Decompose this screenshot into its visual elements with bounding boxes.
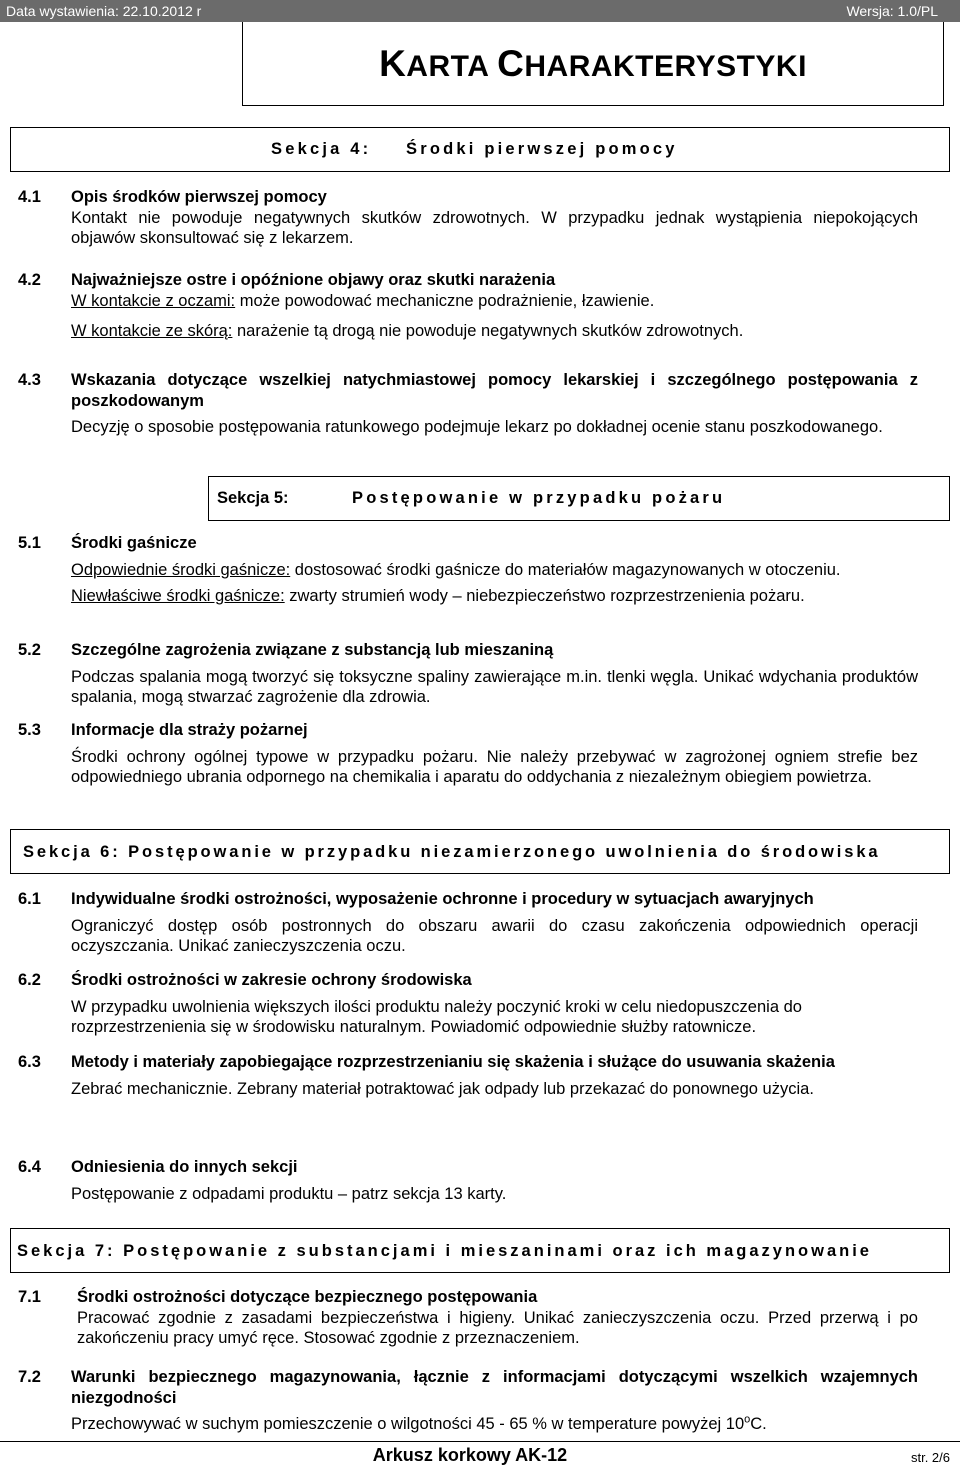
item-text: Decyzję o sposobie postępowania ratunkowego podejmuje lekarz po dokładnej ocenie stanu poszkodowanego. — [71, 418, 883, 436]
item-6-4 — [18, 1157, 918, 1204]
item-7-1 — [18, 1287, 918, 1349]
document-title-box — [242, 22, 944, 106]
item-5-1 — [18, 533, 918, 607]
document-header-bar — [0, 0, 960, 22]
item-number: 7.1 — [18, 1288, 41, 1306]
item-5-3 — [18, 720, 918, 788]
item-4-2 — [18, 270, 918, 342]
issue-date: Data wystawienia: 22.10.2012 r — [6, 3, 202, 19]
item-7-2 — [18, 1367, 918, 1435]
item-number: 7.2 — [18, 1368, 41, 1386]
item-number: 5.3 — [18, 721, 41, 739]
item-heading: Środki gaśnicze — [71, 534, 197, 552]
item-heading: Środki ostrożności dotyczące bezpiecznego postępowania — [77, 1288, 538, 1306]
item-number: 4.1 — [18, 188, 41, 206]
item-text: Podczas spalania mogą tworzyć się toksyczne spaliny zawierające m.in. tlenki węgla. Unikać wdychania produktów spalania, mogą stwarzać zagrożenie dla zdrowia. — [71, 667, 918, 706]
section-5-header — [208, 476, 950, 521]
section-4-label: Sekcja 4: — [271, 140, 372, 158]
item-6-2 — [18, 970, 918, 1038]
section-4-header — [10, 127, 950, 172]
item-heading: Opis środków pierwszej pomocy — [71, 188, 327, 206]
item-heading: Warunki bezpiecznego magazynowania, łącznie z informacjami dotyczącymi wszelkich wzajemnych niezgodności — [71, 1368, 918, 1407]
item-number: 6.2 — [18, 971, 41, 989]
item-number: 5.2 — [18, 641, 41, 659]
footer-product-name: Arkusz korkowy AK-12 — [372, 1445, 568, 1465]
item-number: 6.1 — [18, 890, 41, 908]
item-number: 4.2 — [18, 271, 41, 289]
version-label: Wersja: 1.0/PL — [846, 3, 938, 19]
item-6-3 — [18, 1052, 918, 1099]
section-5-label: Sekcja 5: — [217, 489, 289, 507]
footer-divider — [0, 1441, 960, 1442]
item-text: Postępowanie z odpadami produktu – patrz sekcja 13 karty. — [71, 1184, 507, 1203]
item-text-suitable: Odpowiednie środki gaśnicze: dostosować środki gaśnicze do materiałów magazynowanych w otoczeniu. — [71, 560, 841, 579]
item-6-1 — [18, 889, 918, 957]
item-text: Zebrać mechanicznie. Zebrany materiał potraktować jak odpady lub przekazać do ponownego użycia. — [71, 1079, 814, 1098]
item-heading: Informacje dla straży pożarnej — [71, 721, 308, 739]
item-number: 4.3 — [18, 371, 41, 389]
document-title: KARTA CHARAKTERYSTYKI — [379, 43, 807, 84]
item-heading: Wskazania dotyczące wszelkiej natychmiastowej pomocy lekarskiej i szczególnego postępowania z poszkodowanym — [71, 371, 918, 410]
item-text-eyes: W kontakcie z oczami: może powodować mechaniczne podrażnienie, łzawienie. — [71, 291, 655, 310]
section-6-header — [10, 829, 950, 874]
item-4-1 — [18, 187, 918, 249]
section-7-header — [10, 1228, 950, 1273]
section-7-title: Sekcja 7: Postępowanie z substancjami i mieszaninami oraz ich magazynowanie — [17, 1242, 872, 1260]
item-number: 6.3 — [18, 1053, 41, 1071]
item-5-2 — [18, 640, 918, 708]
section-5-title: Postępowanie w przypadku pożaru — [352, 489, 726, 507]
section-6-title: Sekcja 6: Postępowanie w przypadku niezamierzonego uwolnienia do środowiska — [23, 843, 881, 861]
item-heading: Szczególne zagrożenia związane z substancją lub mieszaniną — [71, 641, 554, 659]
item-text: W przypadku uwolnienia większych ilości produktu należy poczynić kroki w celu niedopuszczenia do rozprzestrzenienia się w środowisku naturalnym. Powiadomić odpowiednie służby ratownicze. — [71, 997, 802, 1036]
item-heading: Środki ostrożności w zakresie ochrony środowiska — [71, 971, 472, 989]
section-4-title: Środki pierwszej pomocy — [406, 140, 678, 158]
item-text: Ograniczyć dostęp osób postronnych do obszaru awarii do czasu zakończenia odpowiednich operacji oczyszczania. Unikać zanieczyszczenia oczu. — [71, 916, 918, 955]
item-text: Przechowywać w suchym pomieszczenie o wilgotności 45 - 65 % w temperature powyżej 10$^o$C. — [71, 1413, 767, 1433]
item-number: 5.1 — [18, 534, 41, 552]
item-text: Pracować zgodnie z zasadami bezpieczeństwa i higieny. Unikać zanieczyszczenia oczu. Przed przerwą i po zakończeniu pracy umyć ręce. Stosować zgodnie z przeznaczeniem. — [77, 1308, 918, 1347]
item-text: Kontakt nie powoduje negatywnych skutków zdrowotnych. W przypadku jednak wystąpienia niepokojących objawów skonsultować się z lekarzem. — [71, 208, 918, 247]
item-heading: Odniesienia do innych sekcji — [71, 1158, 298, 1176]
item-text-unsuitable: Niewłaściwe środki gaśnicze: zwarty strumień wody – niebezpieczeństwo rozprzestrzenienia pożaru. — [71, 587, 805, 605]
item-heading: Indywidualne środki ostrożności, wyposażenie ochronne i procedury w sytuacjach awaryjnych — [71, 890, 814, 908]
item-text: Środki ochrony ogólnej typowe w przypadku pożaru. Nie należy przebywać w zagrożonej ogniem strefie bez odpowiedniego ubrania odpornego na chemikalia i aparatu do oddychania z niezależnym obiegiem powietrza. — [71, 747, 918, 786]
item-text-skin: W kontakcie ze skórą: narażenie tą drogą nie powoduje negatywnych skutków zdrowotnych. — [71, 322, 744, 340]
item-number: 6.4 — [18, 1158, 41, 1176]
item-heading: Metody i materiały zapobiegające rozprzestrzenianiu się skażenia i służące do usuwania skażenia — [71, 1053, 835, 1071]
item-heading: Najważniejsze ostre i opóźnione objawy oraz skutki narażenia — [71, 271, 556, 289]
item-4-3 — [18, 370, 918, 438]
footer-page-number: str. 2/6 — [910, 1450, 950, 1465]
